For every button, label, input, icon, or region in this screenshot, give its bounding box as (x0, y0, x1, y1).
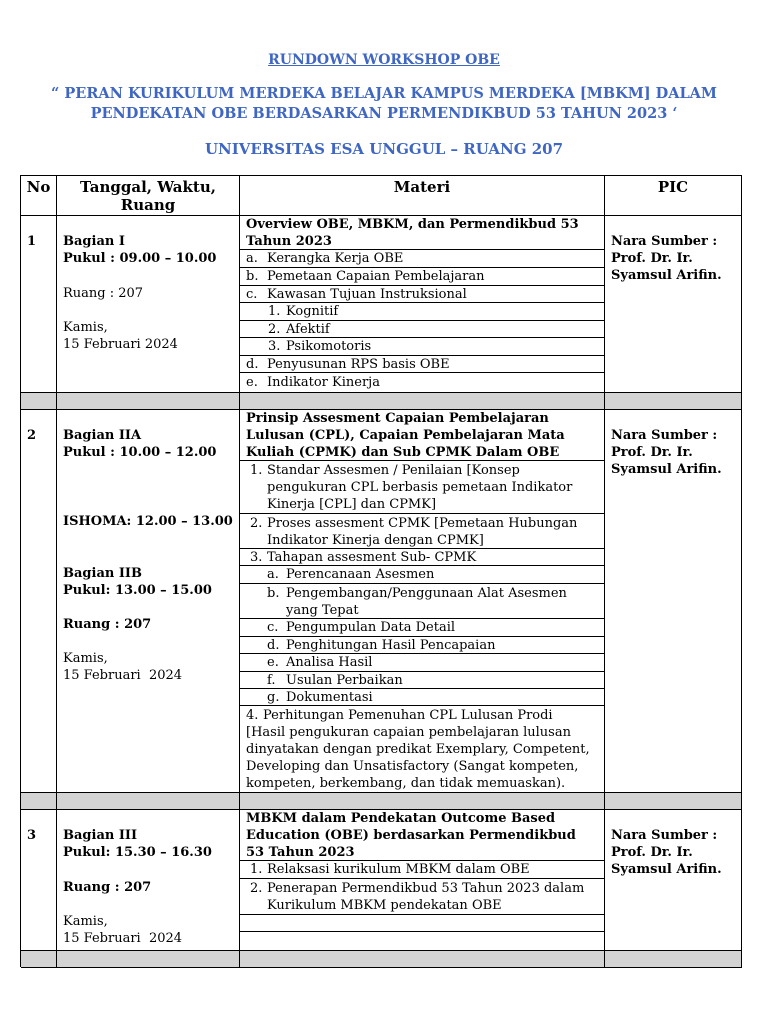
materi-item (240, 303, 604, 321)
row-3-pic-cell (605, 810, 742, 951)
session-date: 15 Februari 2024 (63, 931, 183, 946)
materi-item (240, 637, 604, 654)
separator-row (605, 951, 742, 968)
item-marker: e. (246, 375, 258, 390)
session-room: Ruang : 207 (63, 880, 152, 895)
row-number: 2 (27, 428, 37, 443)
item-marker: 2. (250, 516, 263, 531)
item-text: Pengumpulan Data Detail (286, 620, 456, 635)
pic-label: Nara Sumber : (611, 428, 718, 443)
separator-row (57, 393, 240, 410)
separator-row (240, 393, 605, 410)
session-date: 15 Februari 2024 (63, 337, 178, 352)
item-marker: a. (267, 567, 279, 582)
row-3-no-cell (21, 810, 57, 951)
session-name: Bagian IIA (63, 428, 142, 443)
pic-title: Prof. Dr. Ir. (611, 845, 693, 860)
pic-name: Syamsul Arifin. (611, 268, 722, 283)
item-marker: 4. (246, 708, 259, 723)
materi-item (240, 321, 604, 338)
materi-item (240, 461, 604, 514)
session-day: Kamis, (63, 914, 108, 929)
materi-title: Prinsip Assesment Capaian Pembelajaran Lulusan (CPL), Capaian Pembelajaran Mata Kuliah (CPMK) dan Sub CPMK Dalam OBE (246, 411, 570, 460)
rundown-table (20, 175, 742, 967)
materi-item (240, 672, 604, 689)
item-text: Standar Assesmen / Penilaian [Konsep pengukuran CPL berbasis pemetaan Indikator Kinerja [CPL] dan CPMK] (267, 463, 573, 512)
item-marker: c. (267, 620, 279, 635)
item-marker: a. (246, 251, 258, 266)
row-1-pic-cell (605, 216, 742, 393)
item-marker: 2. (250, 881, 263, 896)
session-name: Bagian IIB (63, 566, 142, 581)
separator-row (240, 793, 605, 810)
pic-name: Syamsul Arifin. (611, 862, 722, 877)
item-text: Afektif (286, 322, 330, 337)
break-time: ISHOMA: 12.00 – 13.00 (63, 514, 233, 529)
row-1-materi-cell (240, 216, 605, 393)
item-text: Penghitungan Hasil Pencapaian (286, 638, 496, 653)
separator-row (605, 393, 742, 410)
column-header-materi: Materi (240, 176, 605, 216)
session-day: Kamis, (63, 320, 108, 335)
materi-title-line (240, 410, 604, 461)
item-marker: b. (267, 586, 280, 601)
pic-label: Nara Sumber : (611, 234, 718, 249)
item-marker: 3. (268, 339, 281, 354)
session-room: Ruang : 207 (63, 617, 152, 632)
item-marker: c. (246, 287, 258, 302)
session-time: Pukul : 10.00 – 12.00 (63, 445, 217, 460)
pic-name: Syamsul Arifin. (611, 462, 722, 477)
item-text: Kerangka Kerja OBE (267, 251, 404, 266)
item-text: Dokumentasi (286, 690, 373, 705)
session-time: Pukul: 13.00 – 15.00 (63, 583, 212, 598)
materi-title: Overview OBE, MBKM, dan Permendikbud 53 Tahun 2023 (246, 217, 584, 249)
pic-label: Nara Sumber : (611, 828, 718, 843)
materi-item (240, 861, 604, 879)
item-marker: d. (246, 357, 259, 372)
materi-item (240, 654, 604, 672)
university-line: UNIVERSITAS ESA UNGGUL – RUANG 207 (204, 140, 564, 158)
materi-item (240, 514, 604, 549)
session-room: Ruang : 207 (63, 286, 144, 301)
row-2-materi-cell (240, 410, 605, 793)
materi-item (240, 356, 604, 373)
materi-item (240, 584, 604, 619)
item-marker: e. (267, 655, 279, 670)
item-text: Penerapan Permendikbud 53 Tahun 2023 dalam Kurikulum MBKM pendekatan OBE (267, 881, 585, 913)
separator-row (57, 793, 240, 810)
item-text: Pengembangan/Penggunaan Alat Asesmen yang Tepat (286, 586, 567, 618)
item-marker: g. (267, 690, 280, 705)
session-name: Bagian I (63, 234, 125, 249)
materi-item (240, 706, 604, 792)
row-2-pic-cell (605, 410, 742, 793)
item-marker: 1. (268, 304, 281, 319)
materi-title: MBKM dalam Pendekatan Outcome Based Education (OBE) berdasarkan Permendikbud 53 Tahun 2023 (246, 811, 581, 860)
materi-item (240, 549, 604, 566)
item-text: Usulan Perbaikan (286, 673, 403, 688)
item-text: Indikator Kinerja (267, 375, 380, 390)
materi-item (240, 338, 604, 356)
separator-row (240, 951, 605, 968)
row-3-materi-cell (240, 810, 605, 951)
separator-row (21, 793, 57, 810)
item-text: Analisa Hasil (286, 655, 373, 670)
item-text: Proses assesment CPMK [Pemetaan Hubungan Indikator Kinerja dengan CPMK] (267, 516, 578, 548)
item-text: Penyusunan RPS basis OBE (267, 357, 450, 372)
item-text: Kawasan Tujuan Instruksional (267, 287, 467, 302)
row-1-schedule-cell (57, 216, 240, 393)
session-name: Bagian III (63, 828, 138, 843)
item-marker: f. (267, 673, 276, 688)
materi-item (240, 566, 604, 584)
item-text: Psikomotoris (286, 339, 372, 354)
item-marker: 1. (250, 862, 263, 877)
materi-item (240, 689, 604, 706)
materi-title-line (240, 216, 604, 250)
item-marker: d. (267, 638, 280, 653)
session-date: 15 Februari 2024 (63, 668, 183, 683)
document-title: RUNDOWN WORKSHOP OBE (268, 52, 500, 68)
item-marker: 2. (268, 322, 281, 337)
item-note: [Hasil pengukuran capaian pembelajaran lulusan dinyatakan dengan predikat Exemplary, Competent, Developing dan Unsatisfactory (Sangat kompeten, kompeten, berkembang, dan tidak memuaskan). (246, 725, 590, 791)
item-text: Pemetaan Capaian Pembelajaran (267, 269, 485, 284)
materi-item (240, 250, 604, 268)
document-subtitle: “ PERAN KURIKULUM MERDEKA BELAJAR KAMPUS MERDEKA [MBKM] DALAM PENDEKATAN OBE BERDASARKAN PERMENDIKBUD 53 TAHUN 2023 ‘ (51, 85, 717, 122)
separator-row (605, 793, 742, 810)
materi-title-line (240, 810, 604, 861)
materi-item (240, 619, 604, 637)
item-text: Relaksasi kurikulum MBKM dalam OBE (267, 862, 530, 877)
pic-title: Prof. Dr. Ir. (611, 445, 693, 460)
item-marker: 1. (250, 463, 263, 478)
separator-row (21, 393, 57, 410)
item-text: Perhitungan Pemenuhan CPL Lulusan Prodi (263, 708, 553, 723)
session-day: Kamis, (63, 651, 108, 666)
materi-item (240, 286, 604, 303)
row-number: 1 (27, 234, 37, 249)
row-number: 3 (27, 828, 37, 843)
column-header-pic: PIC (605, 176, 742, 216)
row-2-schedule-cell (57, 410, 240, 793)
row-1-no-cell (21, 216, 57, 393)
item-text: Perencanaan Asesmen (286, 567, 435, 582)
session-time: Pukul : 09.00 – 10.00 (63, 251, 217, 266)
item-text: Tahapan assesment Sub- CPMK (267, 550, 477, 565)
item-text: Kognitif (286, 304, 339, 319)
column-header-schedule: Tanggal, Waktu, Ruang (57, 176, 240, 216)
session-time: Pukul: 15.30 – 16.30 (63, 845, 212, 860)
separator-row (57, 951, 240, 968)
materi-item (240, 268, 604, 286)
separator-row (21, 951, 57, 968)
pic-title: Prof. Dr. Ir. (611, 251, 693, 266)
materi-item (240, 373, 604, 392)
item-marker: b. (246, 269, 259, 284)
column-header-no: No (21, 176, 57, 216)
row-3-schedule-cell (57, 810, 240, 951)
item-marker: 3. (250, 550, 263, 565)
empty-item-row (240, 915, 604, 932)
materi-item (240, 879, 604, 915)
row-2-no-cell (21, 410, 57, 793)
